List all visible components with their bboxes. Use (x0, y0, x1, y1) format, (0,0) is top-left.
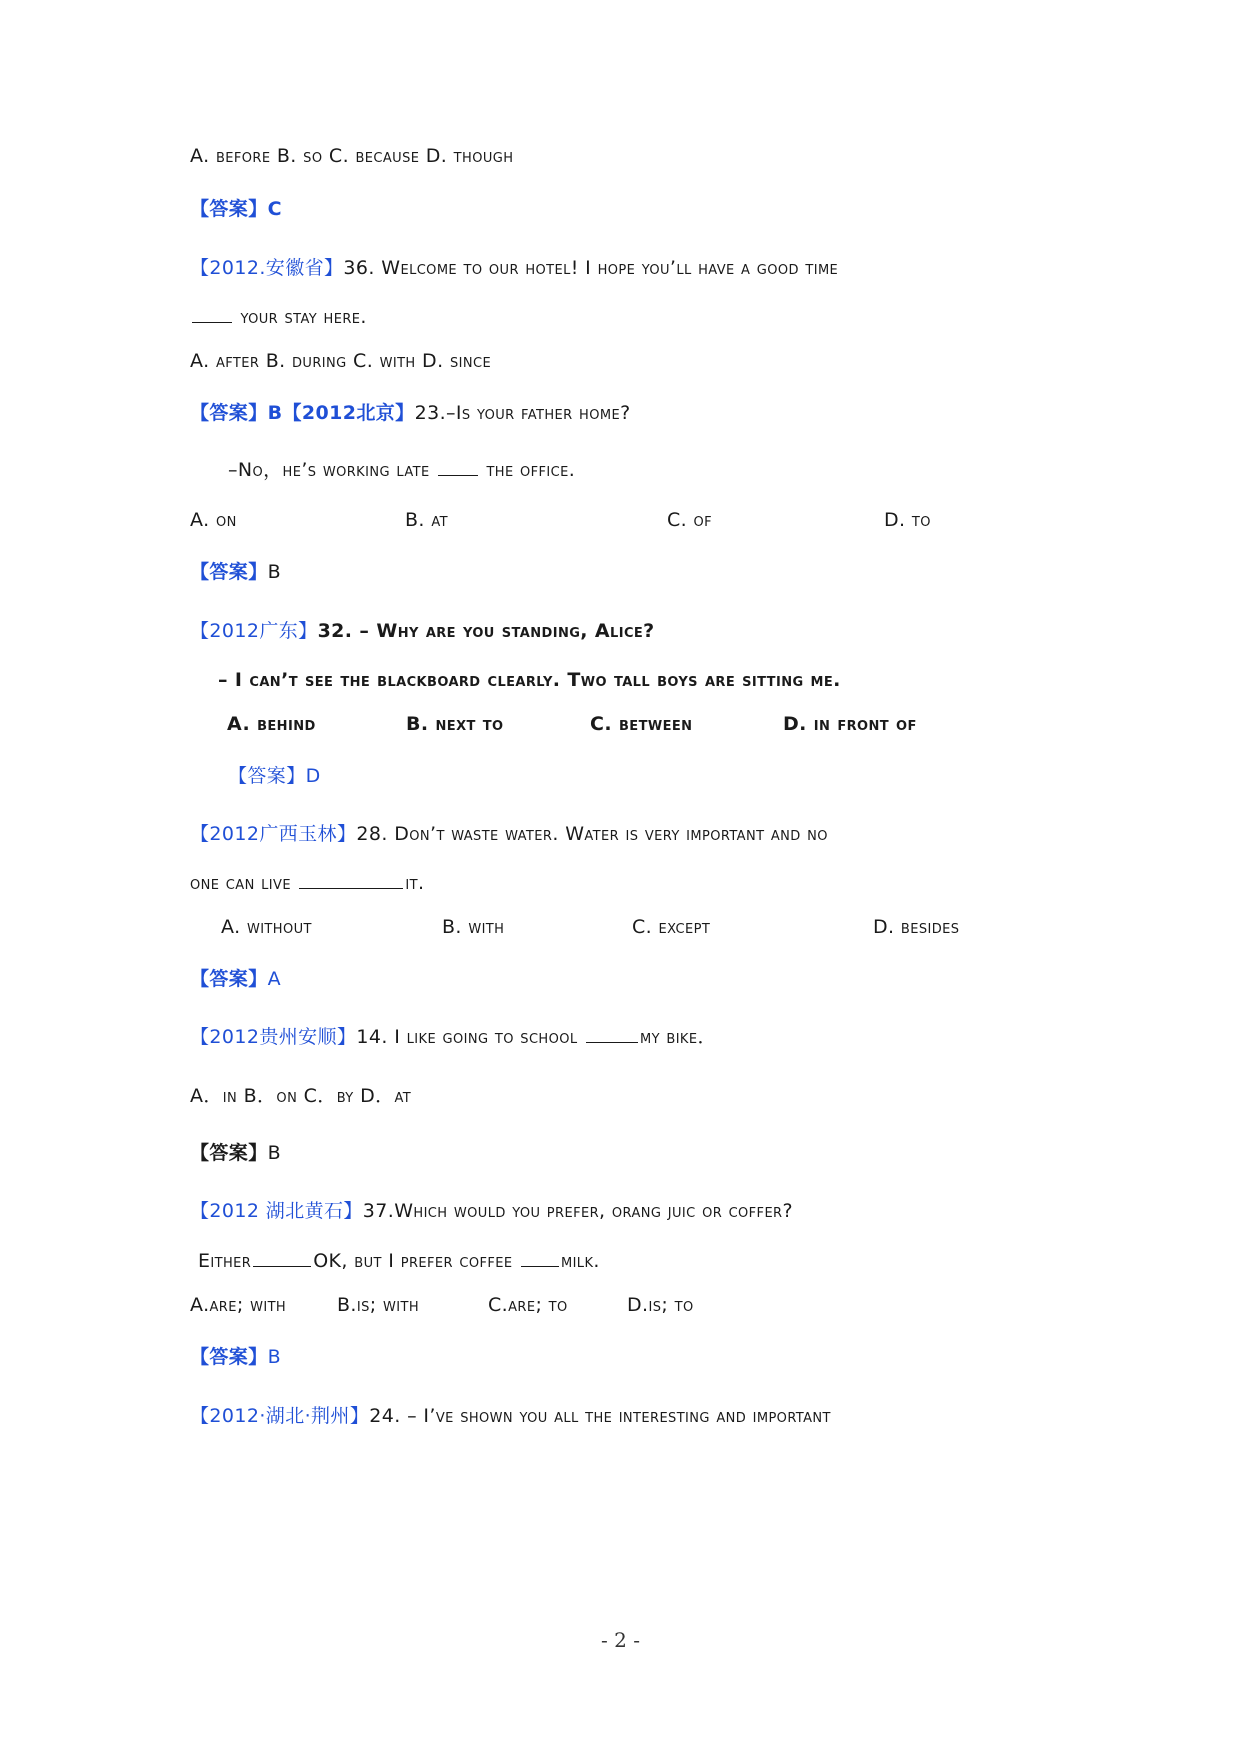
answer-value: C (267, 198, 282, 220)
answer-line (190, 559, 281, 585)
question-stem: milk. (560, 1250, 600, 1272)
question-stem: 37.Which would you prefer, orang juic or coffer? (362, 1200, 793, 1222)
option-a: A. behind (227, 713, 316, 735)
option-c: C. of (667, 509, 713, 531)
options-line (190, 143, 513, 169)
question-stem: it. (405, 872, 425, 894)
question-source: 【2012贵州安顺】 (190, 1026, 357, 1048)
option-c: C. between (590, 713, 693, 735)
answer-tag: 【答案】 (190, 1346, 268, 1368)
question-stem: OK, but I prefer coffee (313, 1250, 513, 1272)
options-line (190, 348, 491, 374)
option-a: A. on (190, 509, 237, 531)
answer-line (190, 1344, 281, 1370)
option-b: B.is; with (337, 1294, 420, 1316)
question-stem: one can live (190, 872, 291, 894)
option-c: C. except (632, 916, 711, 938)
answer-tag: 【答案】 (190, 402, 268, 424)
answer-tag: 【答案】 (190, 968, 268, 990)
question-line (228, 457, 575, 483)
answer-tag: 【答案】 (228, 765, 306, 787)
option-d: D. besides (873, 916, 960, 938)
question-source: 【2012·湖北·荆州】 (190, 1405, 370, 1427)
answer-tag: 【答案】 (190, 198, 268, 220)
option-b: B. with (442, 916, 505, 938)
question-stem: –No，he’s working late (228, 459, 430, 481)
option-d: D. to (884, 509, 931, 531)
answer-value: B (267, 1142, 282, 1164)
options-text: A．in B．on C．by D．at (190, 1085, 412, 1107)
question-source: 【2012 湖北黄石】 (190, 1200, 363, 1222)
question-stem: my bike． (639, 1026, 717, 1048)
options-text: A. before B. so C. because D. though (190, 145, 514, 167)
answer-value: B (267, 561, 282, 583)
answer-tag: 【答案】 (190, 1142, 268, 1164)
question-line (190, 618, 655, 644)
answer-blank (438, 457, 478, 476)
answer-blank (192, 304, 232, 323)
question-line (190, 304, 367, 330)
question-stem: 14. I like going to school (356, 1026, 578, 1048)
question-stem: your stay here. (240, 306, 367, 328)
answer-blank (521, 1248, 559, 1267)
question-source: 【2012广西玉林】 (190, 823, 357, 845)
answer-blank (253, 1248, 311, 1267)
option-a: A. without (221, 916, 312, 938)
option-b: B. next to (406, 713, 504, 735)
question-line (190, 1024, 717, 1050)
answer-tag: 【答案】 (190, 561, 268, 583)
question-line (190, 1198, 793, 1224)
options-line (190, 1083, 411, 1109)
answer-value: A (267, 968, 282, 990)
question-line (190, 255, 838, 281)
question-stem: 24. – I’ve shown you all the interesting and important (369, 1405, 831, 1427)
answer-line (190, 196, 282, 222)
answer-line (190, 400, 631, 426)
option-a: A.are; with (190, 1294, 287, 1316)
question-stem: 28. Don’t waste water. Water is very important and no (356, 823, 828, 845)
options-text: A. after B. during C. with D. since (190, 350, 492, 372)
answer-line (190, 966, 281, 992)
question-source: 【2012广东】 (190, 620, 318, 642)
option-d: D.is; to (627, 1294, 694, 1316)
question-stem: – I can’t see the blackboard clearly. Two tall boys are sitting me. (218, 669, 841, 691)
option-c: C.are; to (488, 1294, 568, 1316)
question-stem: 32. – Why are you standing, Alice? (317, 620, 655, 642)
question-line (190, 1403, 831, 1429)
page-number: - 2 - (601, 1628, 640, 1652)
question-stem: Either (198, 1250, 252, 1272)
answer-line (228, 763, 321, 789)
question-stem: the office. (486, 459, 576, 481)
question-stem: 23.–Is your father home? (414, 402, 631, 424)
answer-blank (299, 870, 403, 889)
answer-blank (586, 1024, 638, 1043)
question-line (218, 667, 841, 693)
option-b: B. at (405, 509, 448, 531)
question-source: 【2012.安徽省】 (190, 257, 344, 279)
question-line (190, 870, 424, 896)
question-stem: 36. Welcome to our hotel! I hope you’ll have a good time (343, 257, 839, 279)
answer-value: D (305, 765, 321, 787)
question-source: 【2012北京】 (282, 402, 415, 424)
option-d: D. in front of (783, 713, 917, 735)
answer-value: B (267, 402, 283, 424)
answer-value: B (267, 1346, 282, 1368)
question-line (190, 821, 828, 847)
answer-line (190, 1140, 281, 1166)
question-line (198, 1248, 600, 1274)
